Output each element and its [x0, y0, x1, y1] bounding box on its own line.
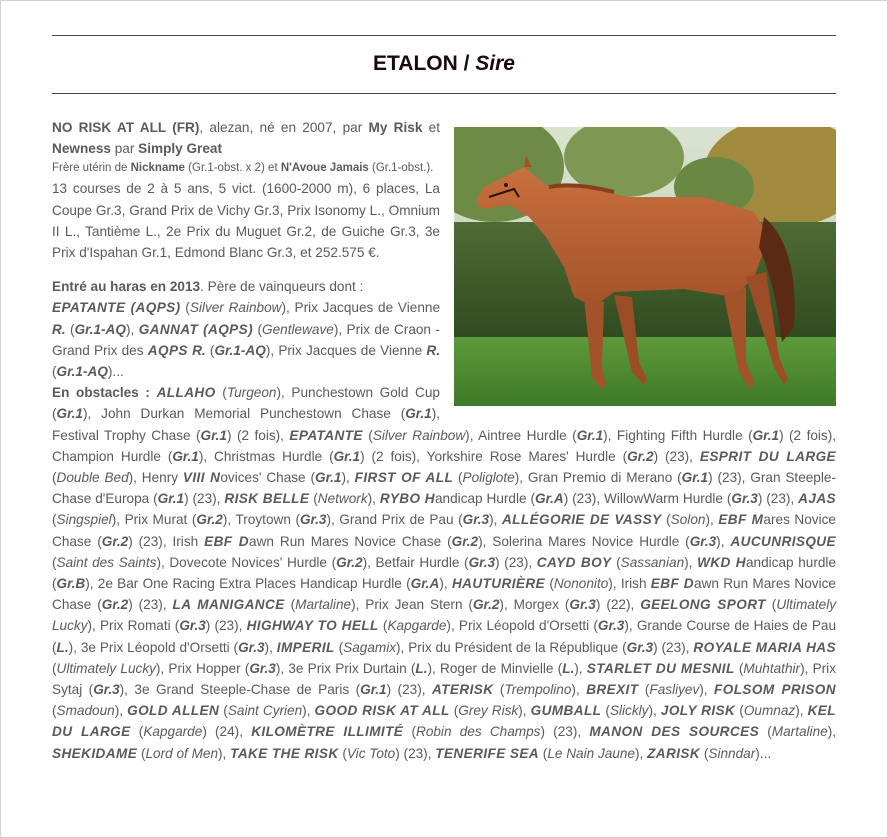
sibling-pre: Frère utérin de	[52, 162, 131, 175]
obstacles-label: En obstacles :	[52, 385, 150, 401]
obstacle-winners	[52, 382, 836, 764]
sibling-name-2: N'Avoue Jamais	[280, 162, 369, 175]
damsire-name: Simply Great	[138, 141, 222, 157]
stud-label: Entré au haras en 2013	[52, 279, 201, 295]
photo-spacer	[440, 117, 836, 413]
page-title	[52, 50, 836, 78]
top-rule	[52, 35, 836, 36]
title-sub: Sire	[475, 52, 515, 75]
intro-and: et	[422, 120, 440, 135]
bottom-rule	[52, 93, 836, 94]
stud-rest: . Père de vainqueurs dont :	[200, 279, 364, 295]
horse-name: NO RISK AT ALL (FR)	[52, 120, 200, 135]
intro-desc: , alezan, né en 2007, par	[199, 120, 369, 135]
sibling-mid: (Gr.1-obst. x 2) et	[184, 162, 281, 175]
sire-name: My Risk	[368, 120, 423, 135]
flat-winners: EPATANTE (AQPS) (Silver Rainbow), Prix Jacques de Vienne R. (Gr.1-AQ), GANNAT (AQPS) (Gentlewave), Prix de Craon - Grand Prix des AQPS R. (Gr.1-AQ), Prix Jacques de Vienne R. (Gr.1-AQ)...	[52, 300, 441, 380]
obstacles-list: ALLAHO (Turgeon), Punchestown Gold Cup (Gr.1), John Durkan Memorial Punchestown Chase (Gr.1), Festival Trophy Chase (Gr.1) (2 fois), EPATANTE (Silver Rainbow), Aintree Hurdle (Gr.1), Fighting Fifth Hurdle (Gr.1) (2 fois), Champion Hurdle (Gr.1), Christmas Hurdle (Gr.1) (2 fois), Yorkshire Rose Mares' Hurdle (Gr.2) (23), ESPRIT DU LARGE (Double Bed), Henry VIII Novices' Chase (Gr.1), FIRST OF ALL (Poliglote), Gran Premio di Merano (Gr.1) (23), Gran Steeple-Chase d'Europa (Gr.1) (23), RISK BELLE (Network), RYBO Handicap Hurdle (Gr.A) (23), WillowWarm Hurdle (Gr.3) (23), AJAS (Singspiel), Prix Murat (Gr.2), Troytown (Gr.3), Grand Prix de Pau (Gr.3), ALLÉGORIE DE VASSY (Solon), EBF Mares Novice Chase (Gr.2) (23), Irish EBF Dawn Run Mares Novice Chase (Gr.2), Solerina Mares Novice Hurdle (Gr.3), AUCUNRISQUE (Saint des Saints), Dovecote Novices' Hurdle (Gr.2), Betfair Hurdle (Gr.3) (23), CAYD BOY (Sassanian), WKD Handicap hurdle (Gr.B), 2e Bar One Racing Extra Places Handicap Hurdle (Gr.A), HAUTURIÈRE (Nononito), Irish EBF Dawn Run Mares Novice Chase (Gr.2) (23), LA MANIGANCE (Martaline), Prix Jean Stern (Gr.2), Morgex (Gr.3) (22), GEELONG SPORT (Ultimately Lucky), Prix Romati (Gr.3) (23), HIGHWAY TO HELL (Kapgarde), Prix Léopold d'Orsetti (Gr.3), Grande Course de Haies de Pau (L.), 3e Prix Léopold d'Orsetti (Gr.3), IMPERIL (Sagamix), Prix du Président de la République (Gr.3) (23), ROYALE MARIA HAS (Ultimately Lucky), Prix Hopper (Gr.3), 3e Prix Prix Durtain (L.), Roger de Minvielle (L.), STARLET DU MESNIL (Muhtathir), Prix Sytaj (Gr.3), 3e Grand Steeple-Chase de Paris (Gr.1) (23), ATERISK (Trempolino), BREXIT (Fasliyev), FOLSOM PRISON (Smadoun), GOLD ALLEN (Saint Cyrien), GOOD RISK AT ALL (Grey Risk), GUMBALL (Slickly), JOLY RISK (Oumnaz), KEL DU LARGE (Kapgarde) (24), KILOMÈTRE ILLIMITÉ (Robin des Champs) (23), MANON DES SOURCES (Martaline), SHEKIDAME (Lord of Men), TAKE THE RISK (Vic Toto) (23), TENERIFE SEA (Le Nain Jaune), ZARISK (Sinndar)...	[52, 385, 837, 761]
title-main: ETALON /	[373, 52, 470, 75]
career-record: 13 courses de 2 à 5 ans, 5 vict. (1600-2000 m), 6 places, La Coupe Gr.3, Grand Prix de Vichy Gr.3, Prix Isonomy L., Omnium II L., Tantième L., 2e Prix du Muguet Gr.2, de Guiche Gr.3, 3e Prix d'Ispahan Gr.1, Edmond Blanc Gr.3, et 252.575 €.	[52, 181, 440, 261]
sibling-name-1: Nickname	[130, 162, 185, 175]
dam-name: Newness	[52, 141, 111, 157]
intro-par: par	[110, 141, 139, 157]
stallion-text	[52, 117, 836, 764]
sibling-post: (Gr.1-obst.).	[368, 162, 434, 175]
